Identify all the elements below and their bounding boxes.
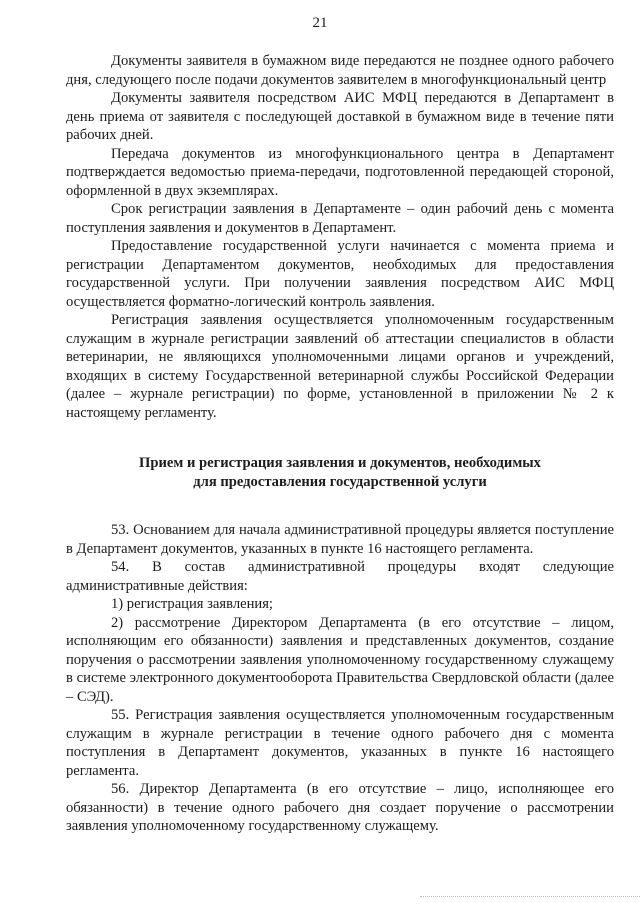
paragraph: Документы заявителя в бумажном виде передаются не позднее одного рабочего дня, следующего после подачи документов заявителем в многофункциональный центр [66, 53, 614, 88]
paragraph: 56. Директор Департамента (в его отсутствие – лицо, исполняющее его обязанности) в течение одного рабочего дня создает поручение о рассмотрении заявления уполномоченному государственному служащему. [66, 781, 614, 834]
paragraph: 54. В состав административной процедуры входят следующие административные действия: [66, 559, 614, 594]
paragraph: Документы заявителя посредством АИС МФЦ передаются в Департамент в день приема от заявителя с последующей доставкой в бумажном виде в течение пяти рабочих дней. [66, 90, 614, 143]
paragraph: Предоставление государственной услуги начинается с момента приема и регистрации Департаментом документов, необходимых для предоставления государственной услуги. При получении заявления посредством АИС МФЦ осуществляется форматно-логический контроль заявления. [66, 238, 614, 310]
paragraph: Регистрация заявления осуществляется уполномоченным государственным служащим в журнале регистрации заявлений об аттестации специалистов в области ветеринарии, не являющихся уполномоченными лицами органов и учреждений, входящих в систему Государственной ветеринарной службы Российской Федерации (далее – журнале регистрации) по форме, установленной в приложении № 2 к настоящему регламенту. [66, 312, 614, 421]
paragraph: Передача документов из многофункционального центра в Департамент подтверждается ведомостью приема-передачи, подготовленной передающей стороной, оформленной в двух экземплярах. [66, 145, 614, 199]
list-item: 1) регистрация заявления; [111, 596, 273, 612]
scan-edge-line [420, 896, 640, 897]
list-item: 2) рассмотрение Директором Департамента (в его отсутствие – лицом, исполняющим его обязанности) заявления и представленных документов, создание поручения о рассмотрении заявления уполномоченному государственному служащему в системе электронного документооборота Правительства Свердловской области (далее – СЭД). [66, 614, 614, 705]
page-number: 21 [312, 15, 328, 31]
document-body [66, 52, 614, 836]
section-heading [66, 454, 614, 491]
paragraph: 53. Основанием для начала административной процедуры является поступление в Департамент документов, указанных в пункте 16 настоящего регламента. [66, 522, 614, 557]
paragraph: 55. Регистрация заявления осуществляется уполномоченным государственным служащим в журнале регистрации в течение одного рабочего дня с момента поступления в Департамент документов, указанных в пункте 16 настоящего регламента. [66, 707, 614, 779]
paragraph: Срок регистрации заявления в Департаменте – один рабочий день с момента поступления заявления и документов в Департамент. [66, 201, 614, 236]
section-heading-line: Прием и регистрация заявления и документов, необходимых [139, 455, 541, 471]
section-heading-line: для предоставления государственной услуги [193, 473, 487, 490]
